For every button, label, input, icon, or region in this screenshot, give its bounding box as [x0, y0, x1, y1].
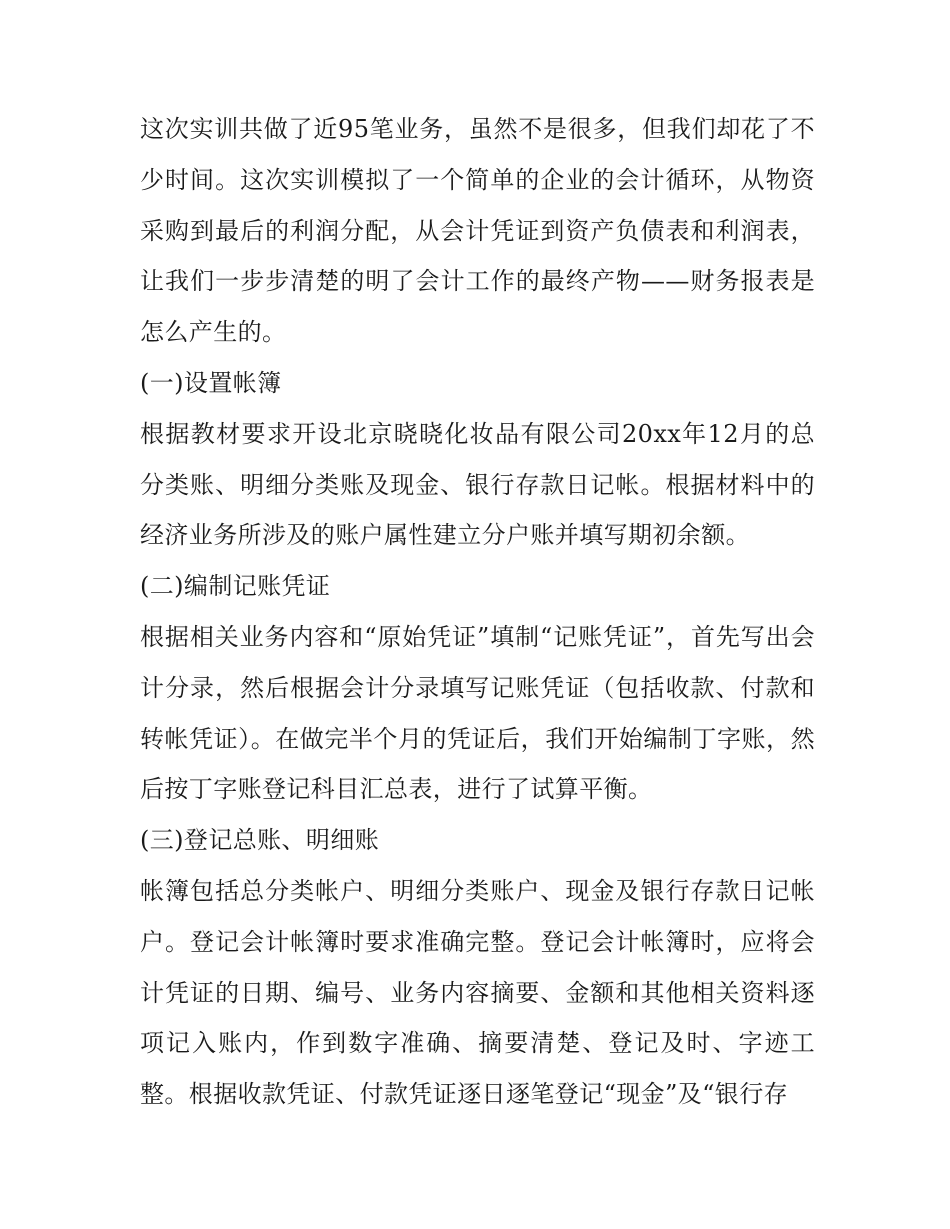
paragraph-training-summary: 这次实训共做了近95笔业务，虽然不是很多，但我们却花了不少时间。这次实训模拟了一个简单的企业的会计循环，从物资采购到最后的利润分配，从会计凭证到资产负债表和利润表，让我们一步步清楚的明了会计工作的最终产物——财务报表是怎么产生的。 [140, 115, 815, 347]
document-page [140, 104, 815, 1120]
heading-setup-ledgers: (一)设置帐簿 [140, 368, 282, 397]
heading-prepare-vouchers: (二)编制记账凭证 [140, 572, 331, 601]
heading-register-ledgers: (三)登记总账、明细账 [140, 826, 380, 855]
paragraph-prepare-vouchers: 根据相关业务内容和“原始凭证”填制“记账凭证”，首先写出会计分录，然后根据会计分录填写记账凭证（包括收款、付款和转帐凭证）。在做完半个月的凭证后，我们开始编制丁字账，然后按丁字账登记科目汇总表，进行了试算平衡。 [140, 622, 815, 804]
paragraph-setup-ledgers: 根据教材要求开设北京晓晓化妆品有限公司20xx年12月的总分类账、明细分类账及现金、银行存款日记帐。根据材料中的经济业务所涉及的账户属性建立分户账并填写期初余额。 [140, 419, 815, 550]
paragraph-register-ledgers: 帐簿包括总分类帐户、明细分类账户、现金及银行存款日记帐户。登记会计帐簿时要求准确完整。登记会计帐簿时，应将会计凭证的日期、编号、业务内容摘要、金额和其他相关资料逐项记入账内，作到数字准确、摘要清楚、登记及时、字迹工整。根据收款凭证、付款凭证逐日逐笔登记“现金”及“银行存 [140, 876, 815, 1109]
